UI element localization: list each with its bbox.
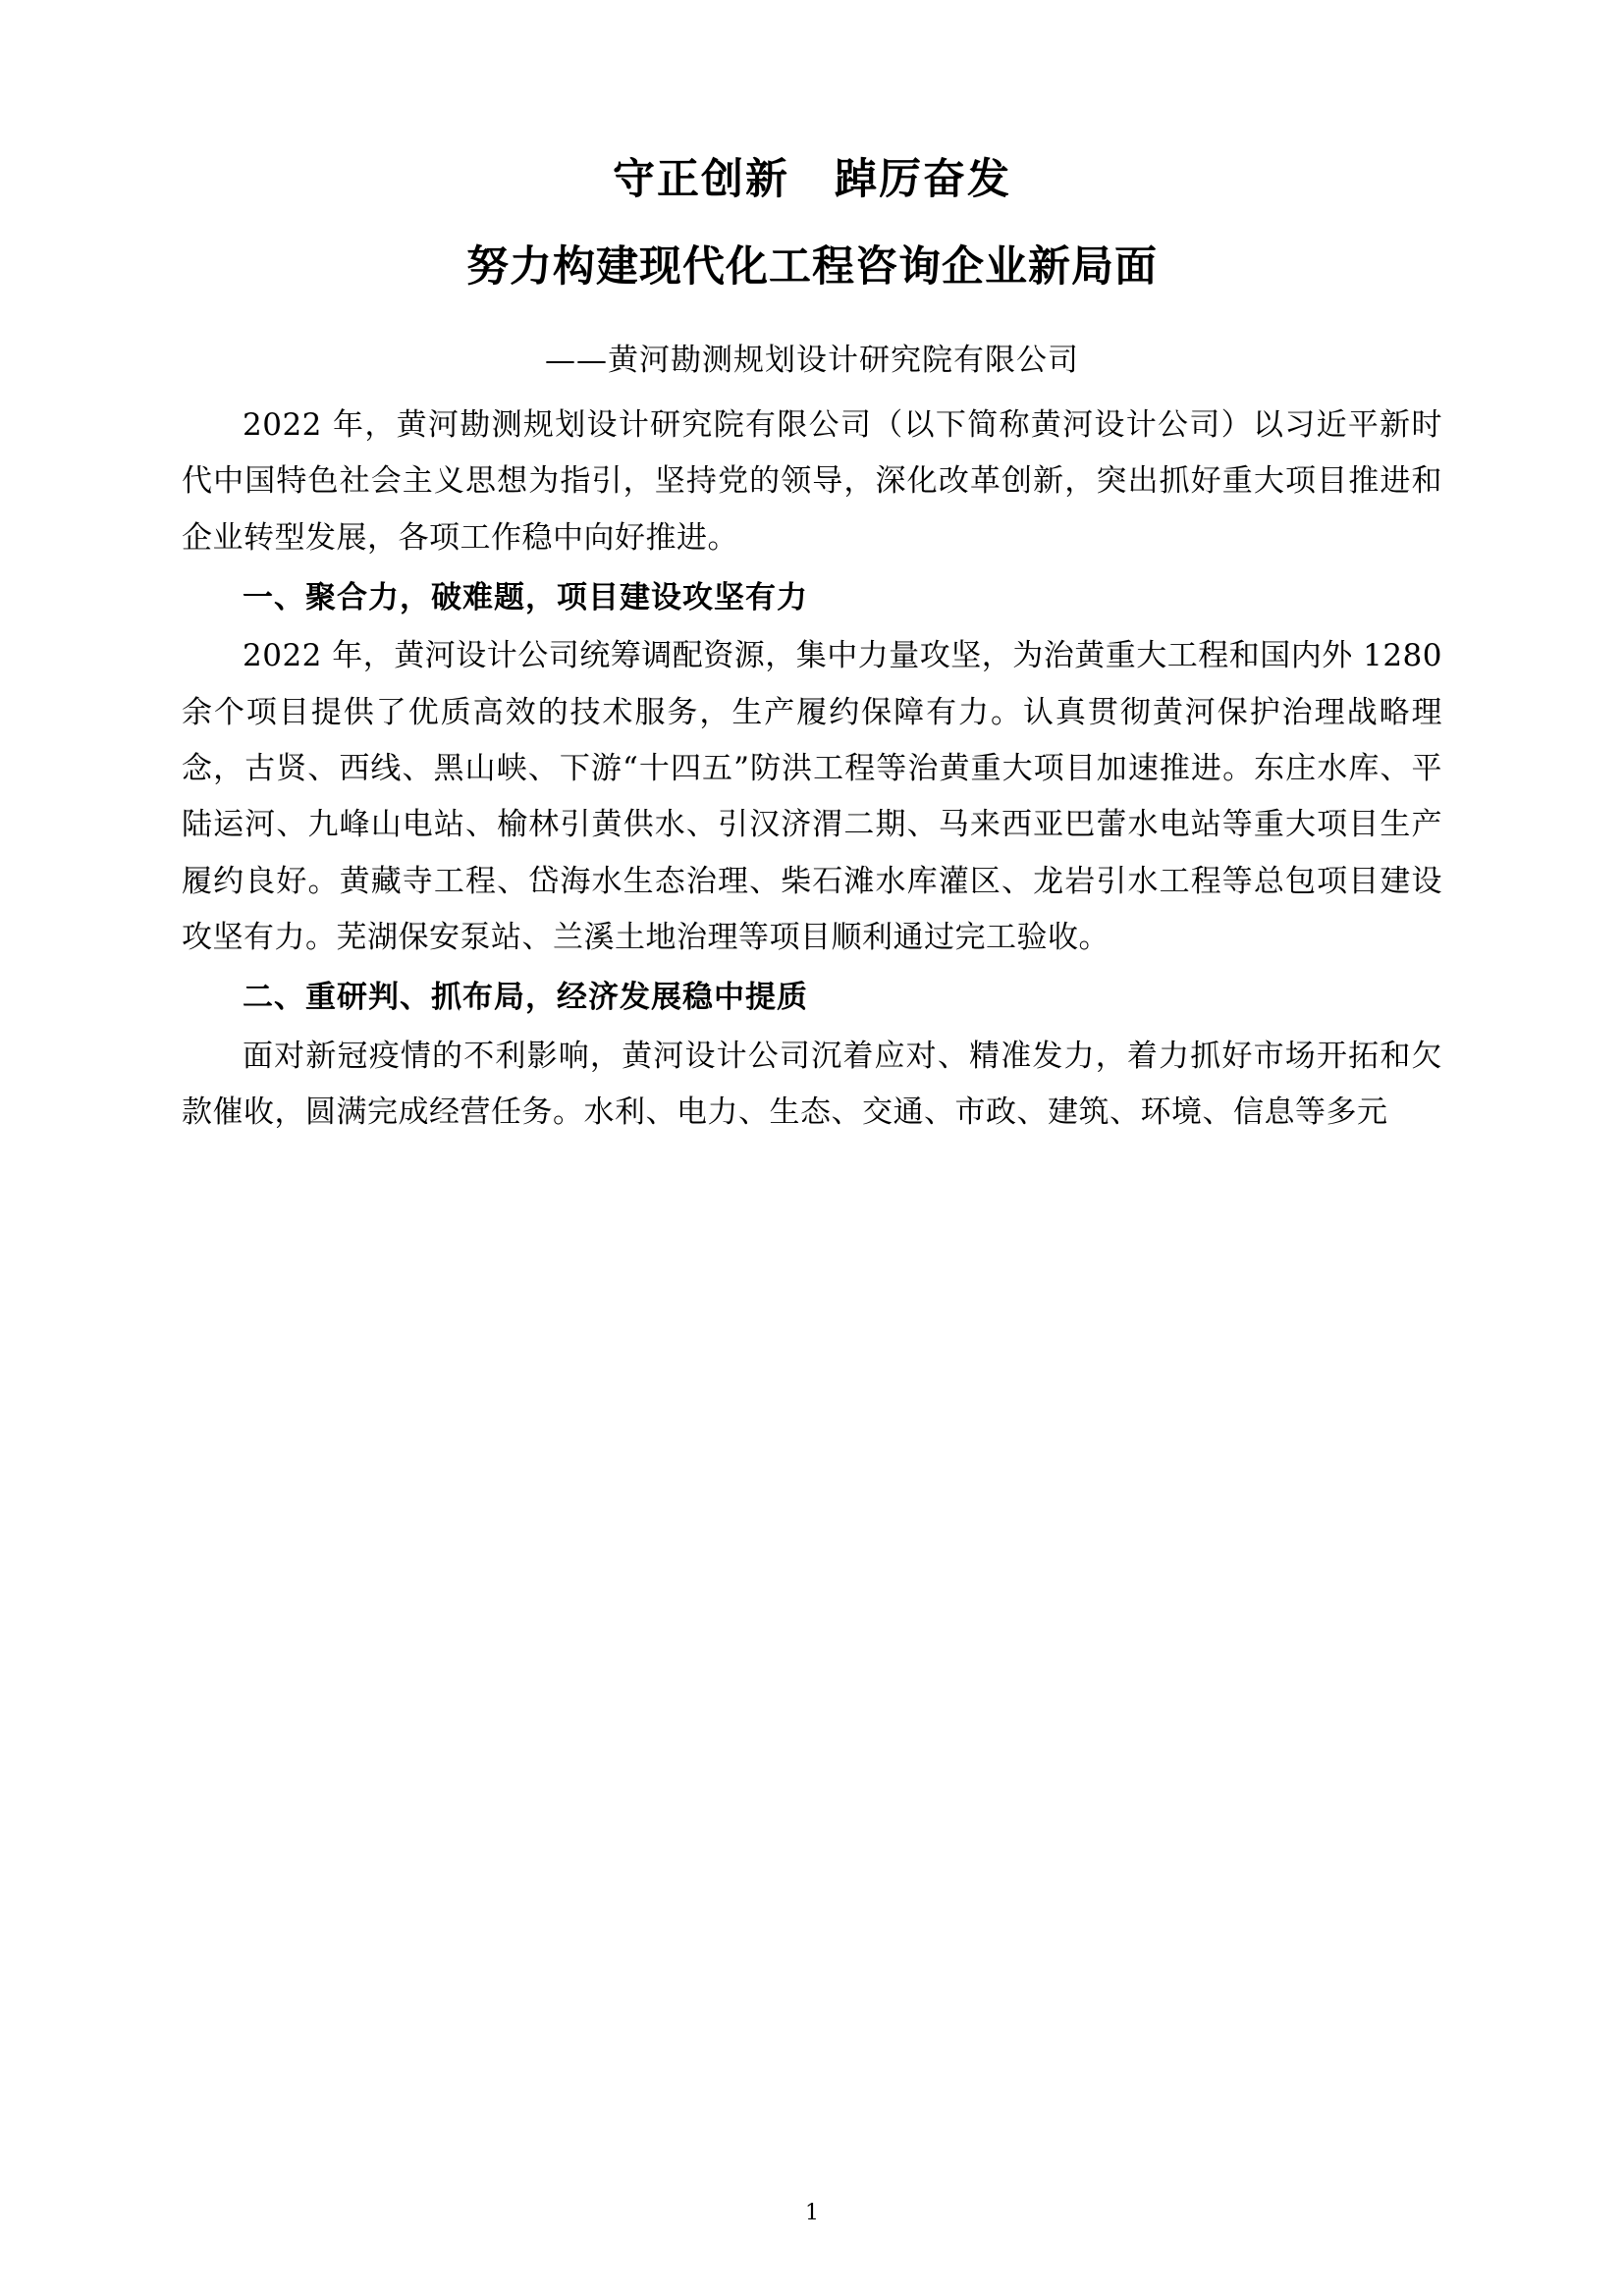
page-title-line-1 — [182, 147, 1442, 213]
intro-paragraph: 2022 年，黄河勘测规划设计研究院有限公司（以下简称黄河设计公司）以习近平新时代中国特色社会主义思想为指引，坚持党的领导，深化改革创新，突出抓好重大项目推进和企业转型发展，各项工作稳中向好推进。 — [182, 406, 1442, 556]
section-two-heading: 二、重研判、抓布局，经济发展稳中提质 — [243, 980, 808, 1016]
title-part-two: 踔厉奋发 — [835, 155, 1011, 204]
page-title-line-2: 努力构建现代化工程咨询企业新局面 — [466, 241, 1158, 292]
section-one-paragraph: 2022 年，黄河设计公司统筹调配资源，集中力量攻坚，为治黄重大工程和国内外 1280 余个项目提供了优质高效的技术服务，生产履约保障有力。认真贯彻黄河保护治理战略理念，古贤、西线、黑山峡、下游“十四五”防洪工程等治黄重大项目加速推进。东庄水库、平陆运河、九峰山电站、榆林引黄供水、引汉济渭二期、马来西亚巴蕾水电站等重大项目生产履约良好。黄藏寺工程、岱海水生态治理、柴石滩水库灌区、龙岩引水工程等总包项目建设攻坚有力。芜湖保安泵站、兰溪土地治理等项目顺利通过完工验收。 — [182, 638, 1442, 955]
title-part-one: 守正创新 — [613, 155, 789, 204]
section-two-paragraph: 面对新冠疫情的不利影响，黄河设计公司沉着应对、精准发力，着力抓好市场开拓和欠款催收，圆满完成经营任务。水利、电力、生态、交通、市政、建筑、环境、信息等多元 — [182, 1038, 1442, 1130]
document-subtitle: ——黄河勘测规划设计研究院有限公司 — [545, 343, 1079, 379]
page-number: 1 — [805, 2201, 819, 2225]
section-one-heading: 一、聚合力，破难题，项目建设攻坚有力 — [243, 579, 808, 615]
